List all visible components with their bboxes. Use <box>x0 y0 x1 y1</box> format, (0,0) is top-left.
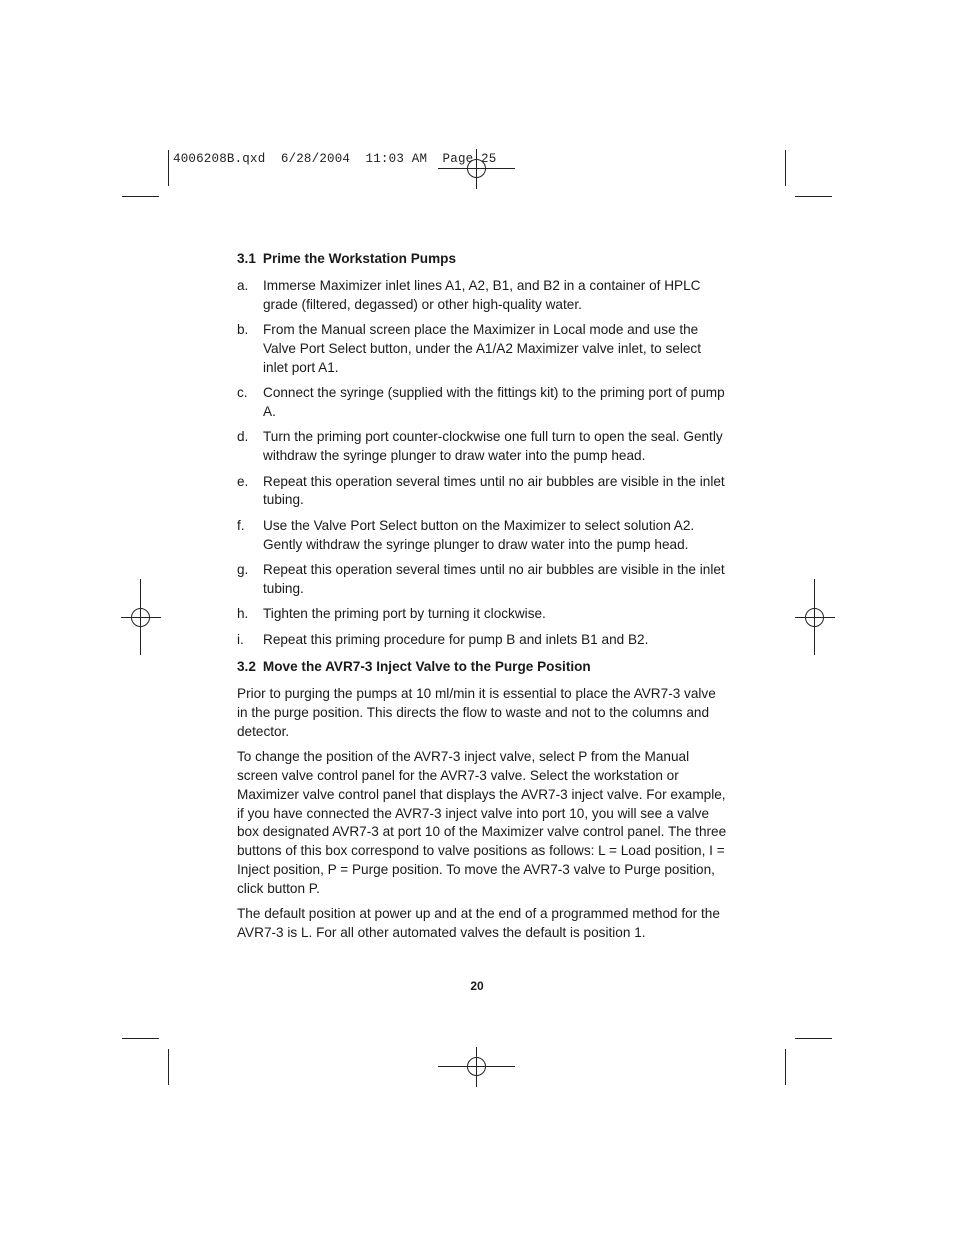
document-body <box>237 250 729 949</box>
step-letter: f. <box>237 517 245 533</box>
list-item <box>237 561 729 599</box>
step-text: Tighten the priming port by turning it clockwise. <box>263 606 546 622</box>
list-item <box>237 517 729 555</box>
section-title: Prime the Workstation Pumps <box>262 251 457 266</box>
registration-mark-right-icon <box>795 579 835 655</box>
section-number: 3.1 <box>237 251 256 266</box>
step-text: Immerse Maximizer inlet lines A1, A2, B1, and B2 in a container of HPLC grade (filtered, degassed) or other high-quality water. <box>263 278 701 312</box>
step-letter: b. <box>237 322 249 338</box>
page-number: 20 <box>470 979 484 993</box>
section-title: Move the AVR7-3 Inject Valve to the Purge Position <box>262 659 591 675</box>
step-letter: i. <box>237 631 244 647</box>
list-item <box>237 321 729 377</box>
list-item <box>237 631 729 650</box>
step-letter: g. <box>237 561 249 577</box>
section-heading-3-1 <box>237 250 729 268</box>
step-text: Repeat this priming procedure for pump B and inlets B1 and B2. <box>263 631 649 647</box>
registration-mark-top-icon <box>438 149 516 189</box>
step-letter: a. <box>237 278 249 293</box>
step-letter: e. <box>237 473 249 489</box>
crop-mark-bottom-left-vertical <box>168 1049 169 1085</box>
registration-mark-bottom-icon <box>438 1047 516 1087</box>
crop-mark-top-right-vertical <box>785 150 786 186</box>
step-text: Use the Valve Port Select button on the Maximizer to select solution A2. Gently withdraw the syringe plunger to draw water into the pump head. <box>263 517 695 552</box>
step-text: Connect the syringe (supplied with the fittings kit) to the priming port of pump A. <box>263 385 725 419</box>
section-number: 3.2 <box>237 659 256 675</box>
crop-mark-bottom-right-horizontal <box>795 1038 832 1039</box>
step-text: Repeat this operation several times until no air bubbles are visible in the inlet tubing. <box>263 561 725 596</box>
priming-steps-list <box>237 277 729 649</box>
registration-mark-left-icon <box>121 579 161 655</box>
list-item <box>237 384 729 422</box>
step-text: Repeat this operation several times until no air bubbles are visible in the inlet tubing. <box>263 473 725 508</box>
crop-mark-top-right-horizontal <box>795 196 832 197</box>
list-item <box>237 605 729 624</box>
list-item <box>237 277 729 315</box>
step-text: Turn the priming port counter-clockwise one full turn to open the seal. Gently withdraw the syringe plunger to draw water into the pump head. <box>263 429 723 464</box>
crop-mark-top-left-horizontal <box>122 196 159 197</box>
list-item <box>237 428 729 466</box>
list-item <box>237 473 729 511</box>
paragraph: To change the position of the AVR7-3 inject valve, select P from the Manual screen valve control panel for the AVR7-3 valve. Select the workstation or Maximizer valve control panel that displays the AVR7-3 inject valve. For example, if you have connected the AVR7-3 inject valve into port 10, you will see a valve box designated AVR7-3 at port 10 of the Maximizer valve control panel. The three buttons of this box correspond to valve positions as follows: L = Load position, I = Inject position, P = Purge position. To move the AVR7-3 valve to Purge position, click button P. <box>237 749 727 896</box>
crop-mark-bottom-right-vertical <box>785 1049 786 1085</box>
step-letter: c. <box>237 385 248 401</box>
step-letter: d. <box>237 429 249 445</box>
printer-slug: 4006208B.qxd 6/28/2004 11:03 AM Page 25 <box>173 152 497 166</box>
paragraph: Prior to purging the pumps at 10 ml/min it is essential to place the AVR7-3 valve in the purge position. This directs the flow to waste and not to the columns and detector. <box>237 686 716 739</box>
crop-mark-top-left-vertical <box>168 150 169 186</box>
section-heading-3-2 <box>237 658 729 676</box>
step-text: From the Manual screen place the Maximizer in Local mode and use the Valve Port Select button, under the A1/A2 Maximizer valve inlet, to select inlet port A1. <box>263 322 701 375</box>
paragraph: The default position at power up and at the end of a programmed method for the AVR7-3 is L. For all other automated valves the default is position 1. <box>237 906 720 941</box>
step-letter: h. <box>237 606 249 622</box>
crop-mark-bottom-left-horizontal <box>122 1038 159 1039</box>
